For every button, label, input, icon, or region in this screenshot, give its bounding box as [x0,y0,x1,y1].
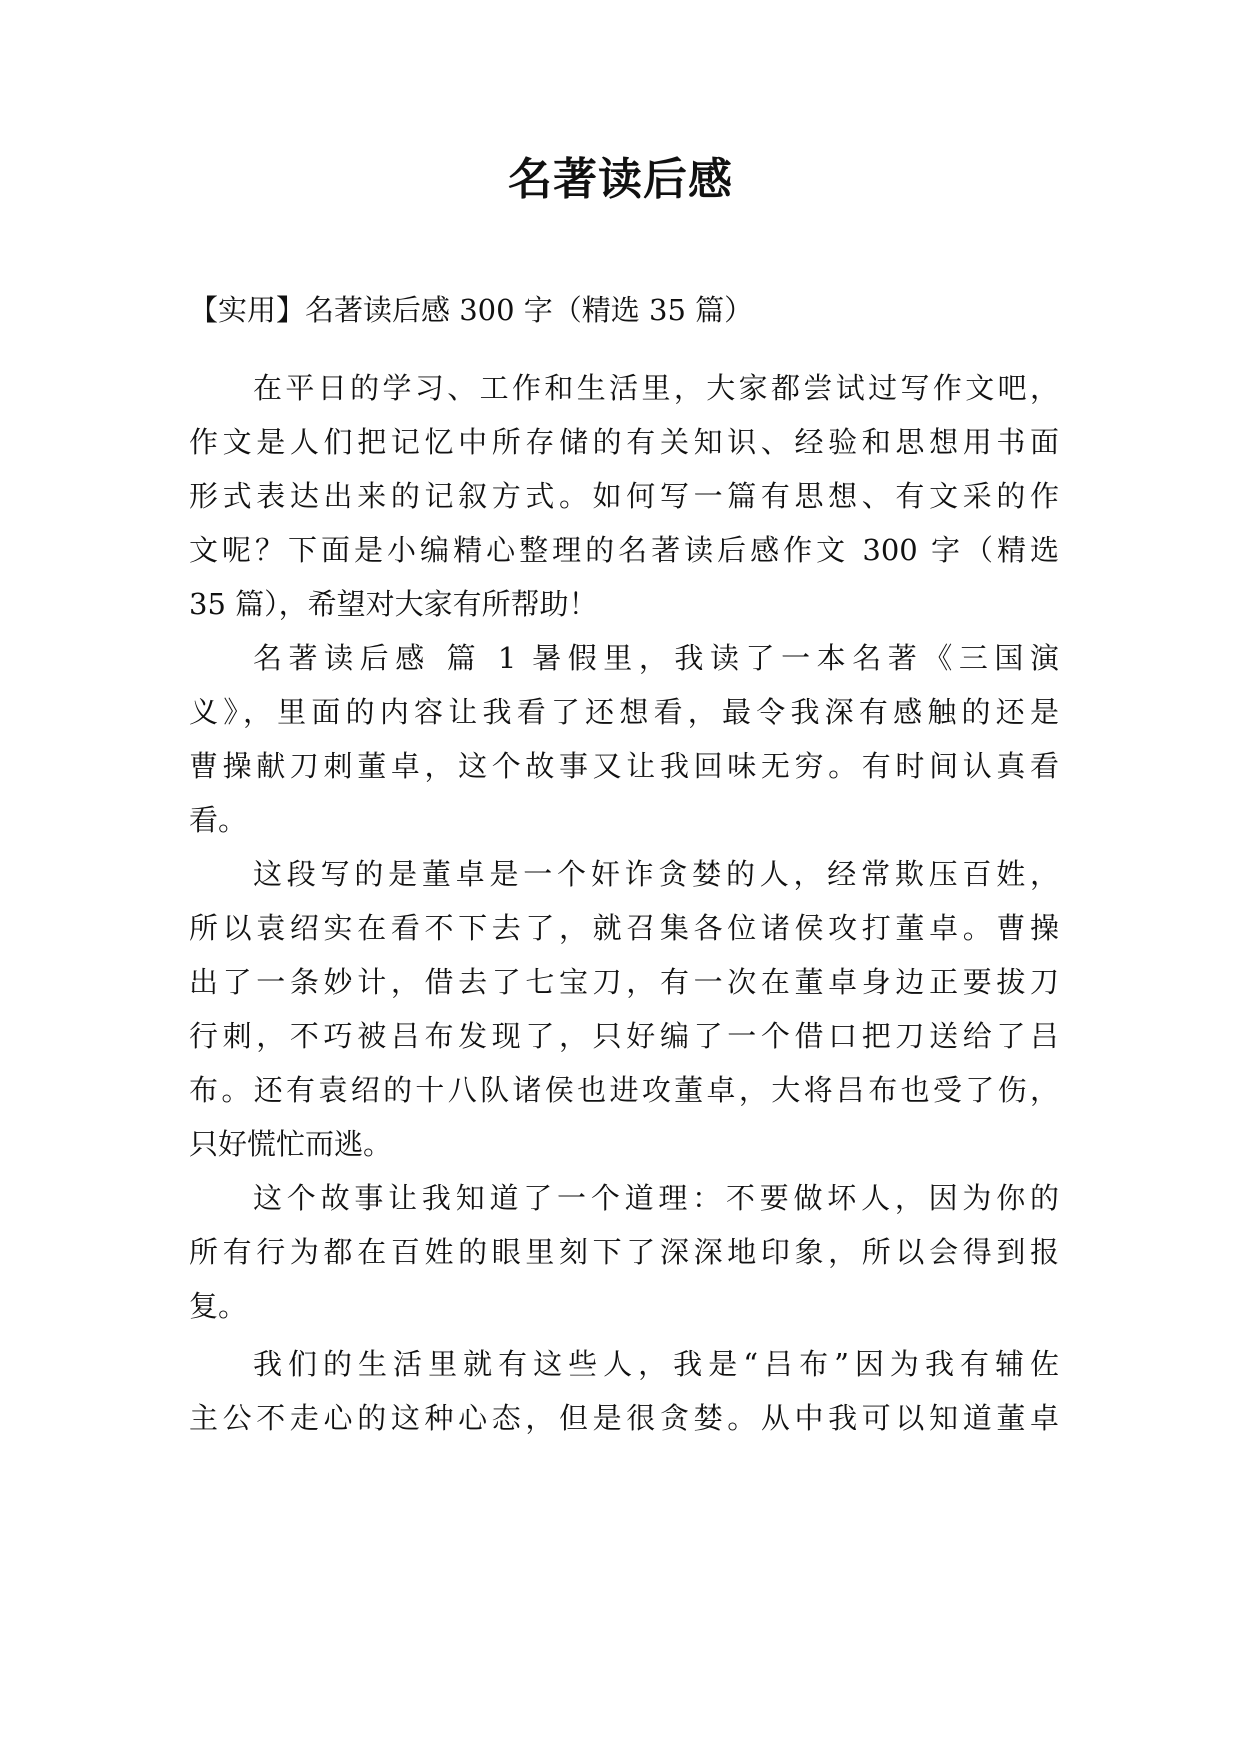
body-line: 义》，里面的内容让我看了还想看，最令我深有感触的还是 [189,695,1059,729]
body-line: 主公不走心的这种心态，但是很贪婪。从中我可以知道董卓 [189,1401,1059,1435]
body-line: 看。 [189,803,248,837]
body-line: 名著读后感 篇 1 暑假里，我读了一本名著《三国演 [253,641,1059,675]
body-line: 曹操献刀刺董卓，这个故事又让我回味无穷。有时间认真看 [189,749,1059,783]
body-line: 35 篇），希望对大家有所帮助！ [189,587,598,621]
body-line: 只好慌忙而逃。 [189,1127,393,1161]
document-subtitle: 【实用】名著读后感 300 字（精选 35 篇） [189,293,754,327]
body-line: 布。还有袁绍的十八队诸侯也进攻董卓，大将吕布也受了伤， [189,1073,1059,1107]
body-line: 文呢？下面是小编精心整理的名著读后感作文 300 字（精选 [189,533,1059,567]
body-line: 行刺，不巧被吕布发现了，只好编了一个借口把刀送给了吕 [189,1019,1059,1053]
body-line: 作文是人们把记忆中所存储的有关知识、经验和思想用书面 [189,425,1059,459]
document-title: 名著读后感 [508,154,733,205]
body-line: 我们的生活里就有这些人，我是“吕布”因为我有辅佐 [253,1347,1059,1381]
body-line: 所以袁绍实在看不下去了，就召集各位诸侯攻打董卓。曹操 [189,911,1059,945]
body-line: 所有行为都在百姓的眼里刻下了深深地印象，所以会得到报 [189,1235,1059,1269]
body-line: 这个故事让我知道了一个道理：不要做坏人，因为你的 [253,1181,1059,1215]
body-line: 这段写的是董卓是一个奸诈贪婪的人，经常欺压百姓， [253,857,1059,891]
body-line: 形式表达出来的记叙方式。如何写一篇有思想、有文采的作 [189,479,1059,513]
body-line: 在平日的学习、工作和生活里，大家都尝试过写作文吧， [253,371,1059,405]
body-line: 复。 [189,1289,248,1323]
body-line: 出了一条妙计，借去了七宝刀，有一次在董卓身边正要拔刀 [189,965,1059,999]
